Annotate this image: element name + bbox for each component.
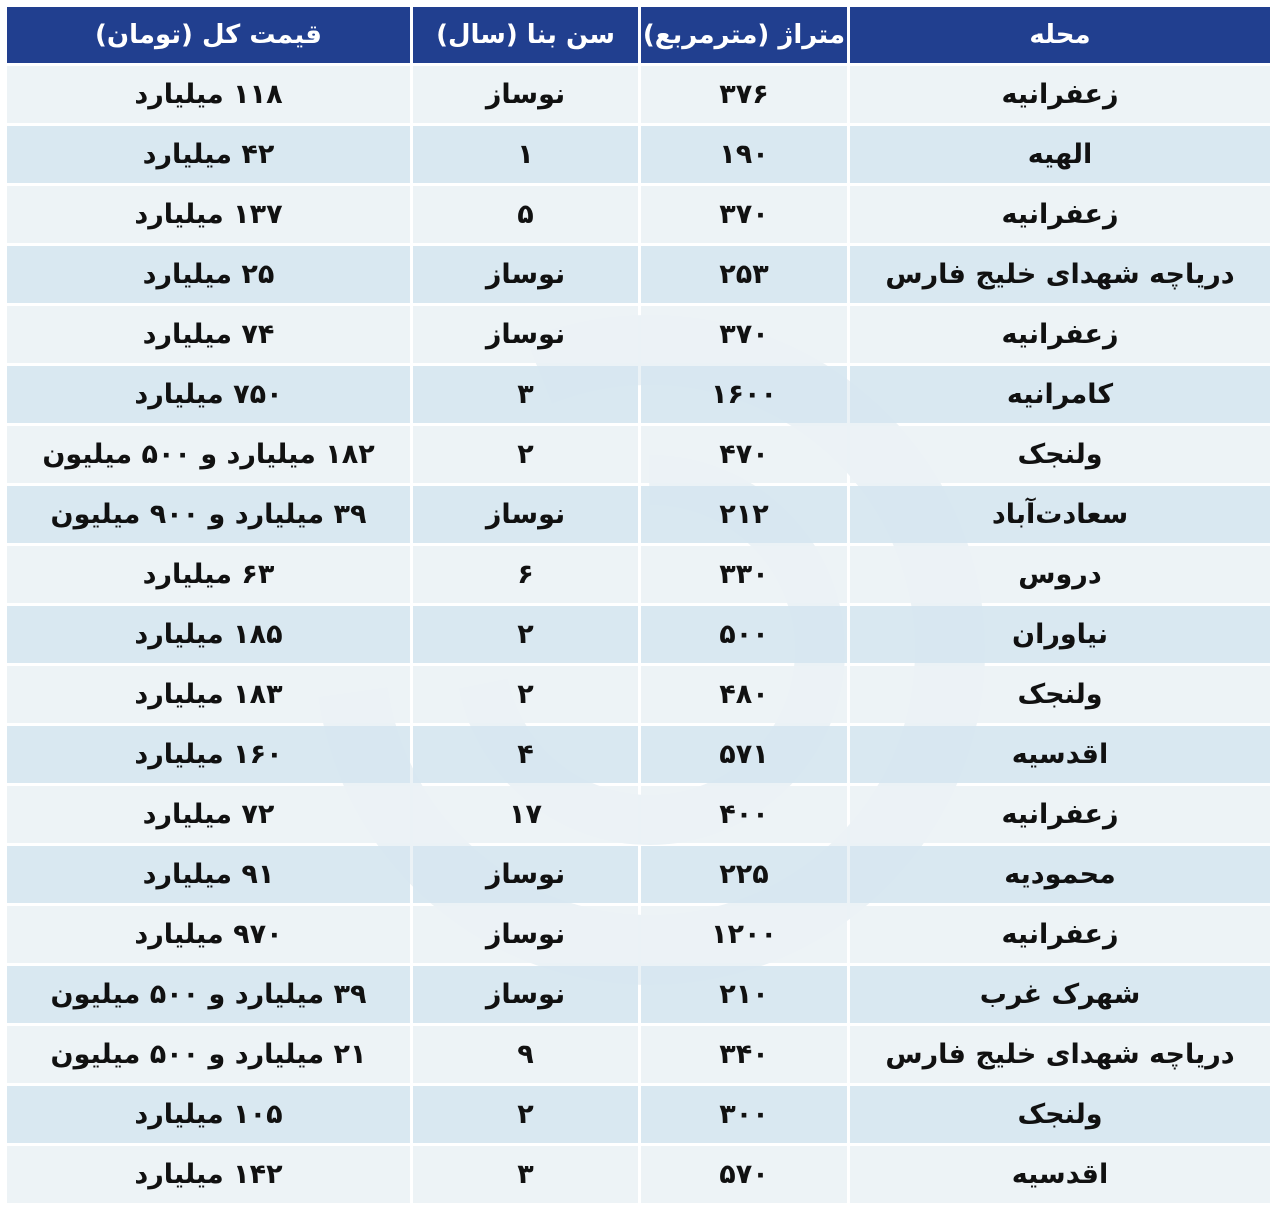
- area-cell: ۵۰۰: [641, 606, 847, 663]
- total-price-cell: ۶۳ میلیارد: [7, 546, 410, 603]
- table-row: [7, 186, 1270, 243]
- area-cell: ۱۶۰۰: [641, 366, 847, 423]
- area-cell: ۵۷۱: [641, 726, 847, 783]
- area-cell: ۴۷۰: [641, 426, 847, 483]
- table-row: [7, 966, 1270, 1023]
- table-row: [7, 486, 1270, 543]
- table-row: [7, 546, 1270, 603]
- table-header-row: [7, 7, 1270, 63]
- header-area: متراژ (مترمربع): [641, 7, 847, 63]
- area-cell: ۲۲۵: [641, 846, 847, 903]
- neighborhood-cell: سعادت‌آباد: [850, 486, 1270, 543]
- building-age-cell: نوساز: [413, 966, 638, 1023]
- price-table: [4, 4, 1272, 1206]
- total-price-cell: ۷۵۰ میلیارد: [7, 366, 410, 423]
- table-row: [7, 246, 1270, 303]
- neighborhood-cell: زعفرانیه: [850, 306, 1270, 363]
- total-price-cell: ۳۹ میلیارد و ۵۰۰ میلیون: [7, 966, 410, 1023]
- table-row: [7, 786, 1270, 843]
- total-price-cell: ۹۷۰ میلیارد: [7, 906, 410, 963]
- building-age-cell: نوساز: [413, 246, 638, 303]
- neighborhood-cell: محمودیه: [850, 846, 1270, 903]
- area-cell: ۲۱۰: [641, 966, 847, 1023]
- neighborhood-cell: ولنجک: [850, 666, 1270, 723]
- neighborhood-cell: دروس: [850, 546, 1270, 603]
- table-row: [7, 66, 1270, 123]
- building-age-cell: ۱: [413, 126, 638, 183]
- header-total-price: قیمت کل (تومان): [7, 7, 410, 63]
- total-price-cell: ۱۶۰ میلیارد: [7, 726, 410, 783]
- total-price-cell: ۱۸۵ میلیارد: [7, 606, 410, 663]
- total-price-cell: ۳۹ میلیارد و ۹۰۰ میلیون: [7, 486, 410, 543]
- building-age-cell: ۹: [413, 1026, 638, 1083]
- building-age-cell: نوساز: [413, 306, 638, 363]
- building-age-cell: نوساز: [413, 846, 638, 903]
- area-cell: ۵۷۰: [641, 1146, 847, 1203]
- area-cell: ۳۷۰: [641, 306, 847, 363]
- total-price-cell: ۲۵ میلیارد: [7, 246, 410, 303]
- area-cell: ۲۱۲: [641, 486, 847, 543]
- neighborhood-cell: نیاوران: [850, 606, 1270, 663]
- building-age-cell: ۲: [413, 666, 638, 723]
- building-age-cell: نوساز: [413, 66, 638, 123]
- neighborhood-cell: زعفرانیه: [850, 786, 1270, 843]
- table-row: [7, 726, 1270, 783]
- neighborhood-cell: زعفرانیه: [850, 66, 1270, 123]
- building-age-cell: ۵: [413, 186, 638, 243]
- neighborhood-cell: کامرانیه: [850, 366, 1270, 423]
- area-cell: ۳۴۰: [641, 1026, 847, 1083]
- building-age-cell: ۶: [413, 546, 638, 603]
- table-row: [7, 1086, 1270, 1143]
- total-price-cell: ۹۱ میلیارد: [7, 846, 410, 903]
- total-price-cell: ۱۰۵ میلیارد: [7, 1086, 410, 1143]
- table-row: [7, 126, 1270, 183]
- building-age-cell: نوساز: [413, 486, 638, 543]
- total-price-cell: ۱۸۳ میلیارد: [7, 666, 410, 723]
- table-row: [7, 606, 1270, 663]
- table-row: [7, 666, 1270, 723]
- table-row: [7, 306, 1270, 363]
- building-age-cell: ۴: [413, 726, 638, 783]
- building-age-cell: ۳: [413, 1146, 638, 1203]
- neighborhood-cell: زعفرانیه: [850, 906, 1270, 963]
- total-price-cell: ۷۴ میلیارد: [7, 306, 410, 363]
- area-cell: ۳۰۰: [641, 1086, 847, 1143]
- area-cell: ۲۵۳: [641, 246, 847, 303]
- header-neighborhood: محله: [850, 7, 1270, 63]
- total-price-cell: ۱۱۸ میلیارد: [7, 66, 410, 123]
- total-price-cell: ۷۲ میلیارد: [7, 786, 410, 843]
- total-price-cell: ۱۴۲ میلیارد: [7, 1146, 410, 1203]
- area-cell: ۳۳۰: [641, 546, 847, 603]
- total-price-cell: ۱۳۷ میلیارد: [7, 186, 410, 243]
- area-cell: ۴۰۰: [641, 786, 847, 843]
- neighborhood-cell: دریاچه شهدای خلیج فارس: [850, 1026, 1270, 1083]
- neighborhood-cell: زعفرانیه: [850, 186, 1270, 243]
- building-age-cell: ۳: [413, 366, 638, 423]
- table-row: [7, 1026, 1270, 1083]
- total-price-cell: ۲۱ میلیارد و ۵۰۰ میلیون: [7, 1026, 410, 1083]
- total-price-cell: ۴۲ میلیارد: [7, 126, 410, 183]
- building-age-cell: ۲: [413, 426, 638, 483]
- building-age-cell: ۲: [413, 1086, 638, 1143]
- table-row: [7, 906, 1270, 963]
- table-row: [7, 366, 1270, 423]
- building-age-cell: ۱۷: [413, 786, 638, 843]
- neighborhood-cell: شهرک غرب: [850, 966, 1270, 1023]
- neighborhood-cell: ولنجک: [850, 1086, 1270, 1143]
- neighborhood-cell: اقدسیه: [850, 1146, 1270, 1203]
- table-row: [7, 426, 1270, 483]
- building-age-cell: ۲: [413, 606, 638, 663]
- building-age-cell: نوساز: [413, 906, 638, 963]
- header-building-age: سن بنا (سال): [413, 7, 638, 63]
- neighborhood-cell: الهیه: [850, 126, 1270, 183]
- area-cell: ۱۲۰۰: [641, 906, 847, 963]
- area-cell: ۱۹۰: [641, 126, 847, 183]
- neighborhood-cell: اقدسیه: [850, 726, 1270, 783]
- total-price-cell: ۱۸۲ میلیارد و ۵۰۰ میلیون: [7, 426, 410, 483]
- table-row: [7, 1146, 1270, 1203]
- area-cell: ۳۷۰: [641, 186, 847, 243]
- neighborhood-cell: ولنجک: [850, 426, 1270, 483]
- neighborhood-cell: دریاچه شهدای خلیج فارس: [850, 246, 1270, 303]
- area-cell: ۴۸۰: [641, 666, 847, 723]
- area-cell: ۳۷۶: [641, 66, 847, 123]
- table-row: [7, 846, 1270, 903]
